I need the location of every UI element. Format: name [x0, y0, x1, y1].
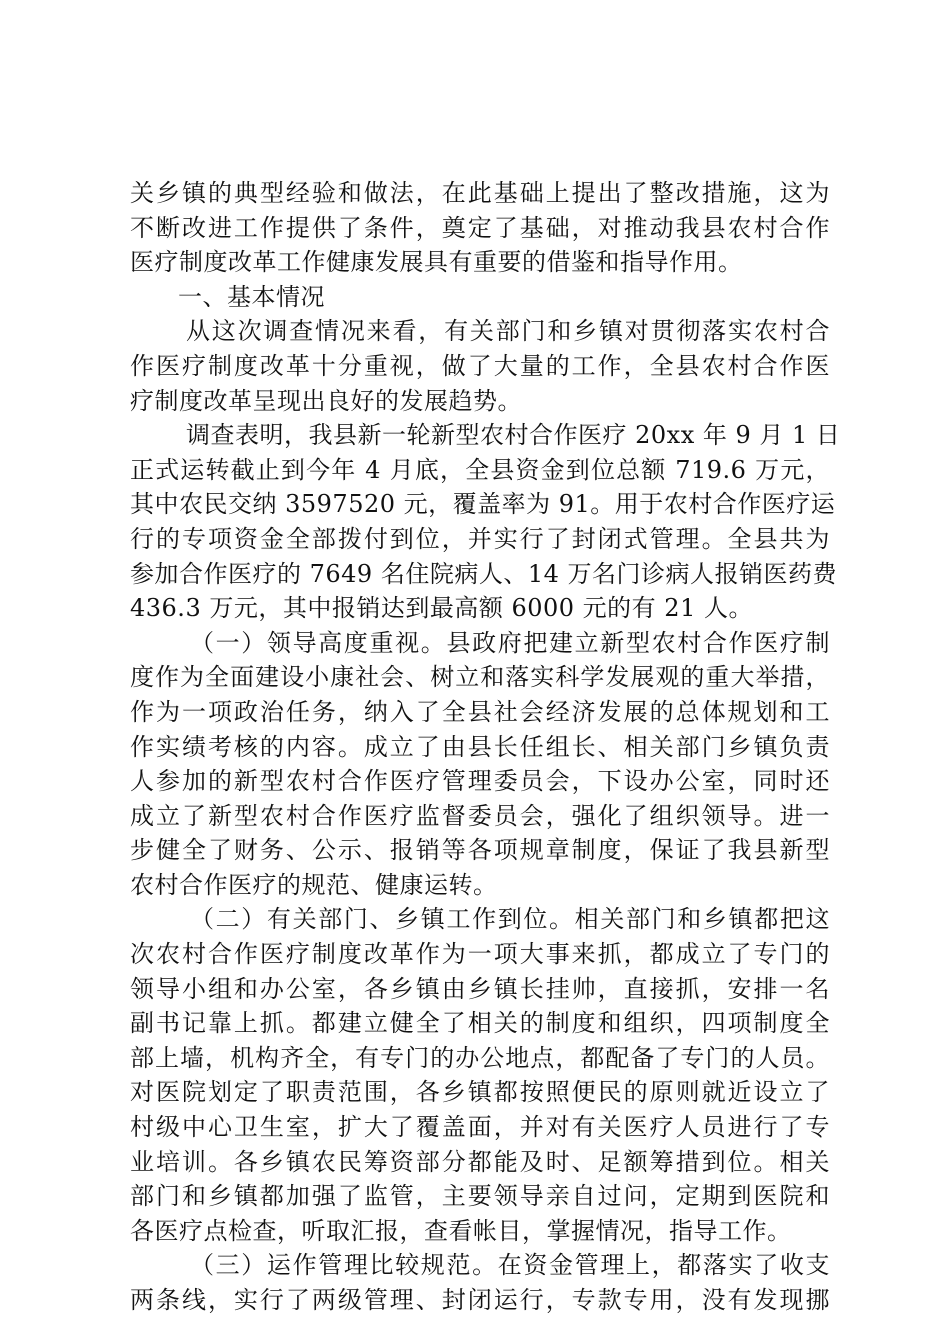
text-line: 对医院划定了职责范围，各乡镇都按照便民的原则就近设立了 — [130, 1078, 830, 1107]
document-body — [130, 176, 841, 1318]
text-line: 行的专项资金全部拨付到位，并实行了封闭式管理。全县共为 — [130, 524, 830, 553]
text-line: 作医疗制度改革十分重视，做了大量的工作，全县农村合作医 — [130, 351, 830, 380]
text-line: 两条线，实行了两级管理、封闭运行，专款专用，没有发现挪 — [130, 1286, 830, 1314]
text-line: 人参加的新型农村合作医疗管理委员会，下设办公室，同时还 — [130, 767, 830, 796]
paragraph-start-line: （一）领导高度重视。县政府把建立新型农村合作医疗制 — [190, 628, 830, 657]
text-line: 村级中心卫生室，扩大了覆盖面，并对有关医疗人员进行了专 — [130, 1113, 830, 1142]
text-line: 业培训。各乡镇农民筹资部分都能及时、足额筹措到位。相关 — [130, 1147, 830, 1176]
text-line: 次农村合作医疗制度改革作为一项大事来抓，都成立了专门的 — [130, 940, 830, 969]
text-line: 部门和乡镇都加强了监管，主要领导亲自过问，定期到医院和 — [130, 1182, 830, 1211]
text-line: 参加合作医疗的 7649 名住院病人、14 万名门诊病人报销医药费 — [130, 559, 838, 588]
text-line: 领导小组和办公室，各乡镇由乡镇长挂帅，直接抓，安排一名 — [130, 974, 830, 1003]
text-line: 其中农民交纳 3597520 元，覆盖率为 91。用于农村合作医疗运 — [130, 490, 836, 519]
text-line: 副书记靠上抓。都建立健全了相关的制度和组织，四项制度全 — [130, 1009, 830, 1038]
text-line: 关乡镇的典型经验和做法，在此基础上提出了整改措施，这为 — [130, 179, 830, 207]
text-line: 各医疗点检查，听取汇报，查看帐目，掌握情况，指导工作。 — [130, 1216, 792, 1245]
text-line: 农村合作医疗的规范、健康运转。 — [130, 870, 498, 899]
section-heading: 一、基本情况 — [178, 282, 325, 311]
paragraph-start-line: 从这次调查情况来看，有关部门和乡镇对贯彻落实农村合 — [186, 317, 830, 346]
text-line: 不断改进工作提供了条件，奠定了基础，对推动我县农村合作 — [130, 213, 830, 242]
text-line: 部上墙，机构齐全，有专门的办公地点，都配备了专门的人员。 — [130, 1043, 830, 1072]
text-line: 医疗制度改革工作健康发展具有重要的借鉴和指导作用。 — [130, 248, 743, 277]
paragraph-start-line: （二）有关部门、乡镇工作到位。相关部门和乡镇都把这 — [190, 905, 830, 934]
text-line: 疗制度改革呈现出良好的发展趋势。 — [130, 386, 522, 415]
paragraph-start-line: （三）运作管理比较规范。在资金管理上，都落实了收支 — [190, 1251, 830, 1280]
text-line: 正式运转截止到今年 4 月底，全县资金到位总额 719.6 万元， — [130, 455, 830, 484]
text-line: 步健全了财务、公示、报销等各项规章制度，保证了我县新型 — [130, 836, 830, 865]
text-line: 作为一项政治任务，纳入了全县社会经济发展的总体规划和工 — [130, 697, 830, 726]
text-line: 作实绩考核的内容。成立了由县长任组长、相关部门乡镇负责 — [130, 732, 830, 761]
text-line: 度作为全面建设小康社会、树立和落实科学发展观的重大举措， — [130, 663, 830, 692]
paragraph-start-line: 调查表明，我县新一轮新型农村合作医疗 20xx 年 9 月 1 日 — [186, 421, 841, 450]
text-line: 成立了新型农村合作医疗监督委员会，强化了组织领导。进一 — [130, 801, 830, 830]
text-line: 436.3 万元，其中报销达到最高额 6000 元的有 21 人。 — [130, 594, 753, 623]
